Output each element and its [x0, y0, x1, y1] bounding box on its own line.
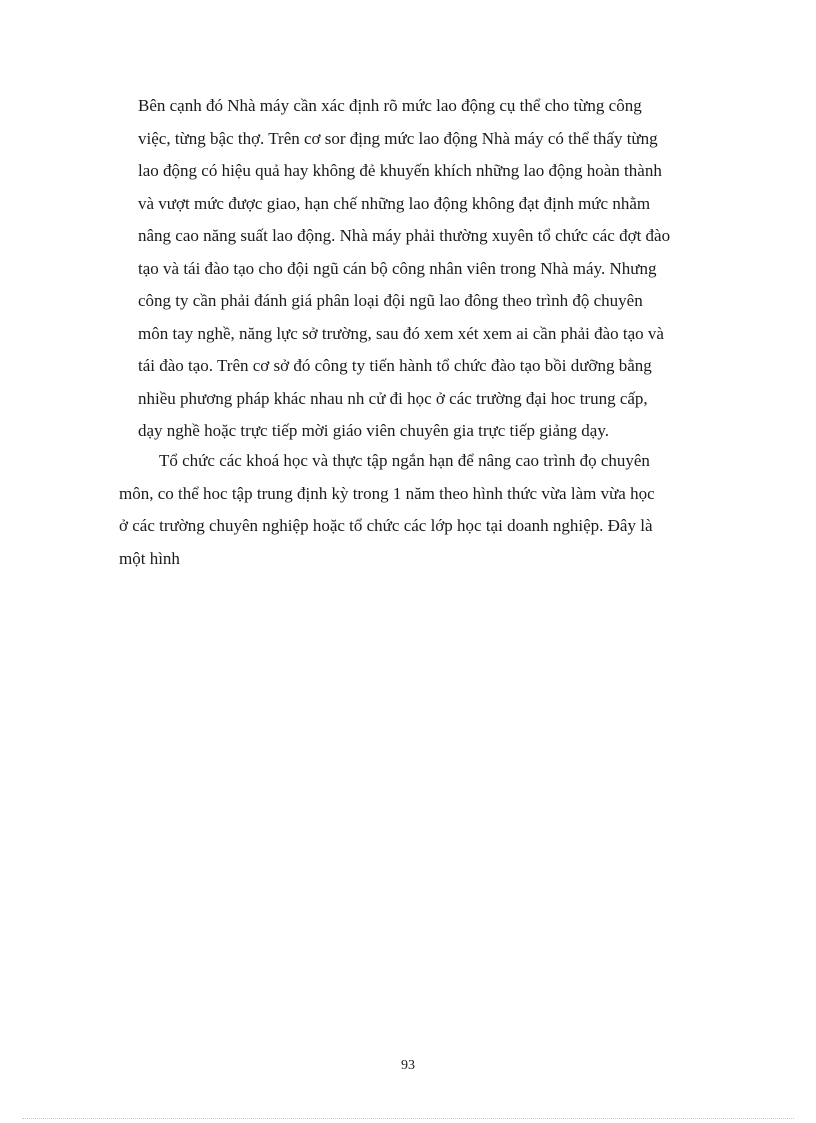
text-line: Bên cạnh đó Nhà máy cần xác định rõ mức lao động cụ thể cho từng công — [138, 96, 642, 115]
paragraph-short-courses — [119, 445, 655, 575]
paragraph-training-assessment — [138, 90, 670, 448]
text-line: và vượt mức được giao, hạn chế những lao động không đạt định mức nhằm — [138, 193, 651, 213]
text-line: việc, từng bậc thợ. Trên cơ sor địng mức lao động Nhà máy có thể thấy từng — [138, 128, 658, 148]
text-line: tạo và tái đào tạo cho đội ngũ cán bộ công nhân viên trong Nhà máy. Nhưng — [138, 258, 657, 278]
page-number: 93 — [401, 1058, 415, 1073]
page-bottom-divider — [22, 1118, 794, 1119]
text-line: nhiều phương pháp khác nhau nh cử đi học ở các trường đại hoc trung cấp, — [138, 388, 648, 408]
text-line: ở các trường chuyên nghiệp hoặc tổ chức các lớp học tại doanh nghiệp. Đây là — [119, 516, 653, 535]
text-line: nâng cao năng suất lao động. Nhà máy phải thường xuyên tổ chức các đợt đào — [138, 226, 671, 245]
text-line: tái đào tạo. Trên cơ sở đó công ty tiến hành tổ chức đào tạo bồi dưỡng bằng — [138, 356, 652, 375]
text-line: dạy nghề hoặc trực tiếp mời giáo viên chuyên gia trực tiếp giảng dạy. — [138, 421, 609, 440]
text-line: lao động có hiệu quả hay không đẻ khuyến khích những lao động hoàn thành — [138, 161, 662, 180]
text-line: một hình — [119, 548, 180, 568]
text-line: Tổ chức các khoá học và thực tập ngắn hạn để nâng cao trình đọ chuyên — [159, 451, 650, 470]
text-line: công ty cần phải đánh giá phân loại đội ngũ lao đông theo trình độ chuyên — [138, 291, 643, 310]
text-line: môn, co thể hoc tập trung định kỳ trong 1 năm theo hình thức vừa làm vừa học — [119, 483, 655, 503]
text-line: môn tay nghề, năng lực sở trường, sau đó xem xét xem ai cần phải đào tạo và — [138, 323, 664, 343]
